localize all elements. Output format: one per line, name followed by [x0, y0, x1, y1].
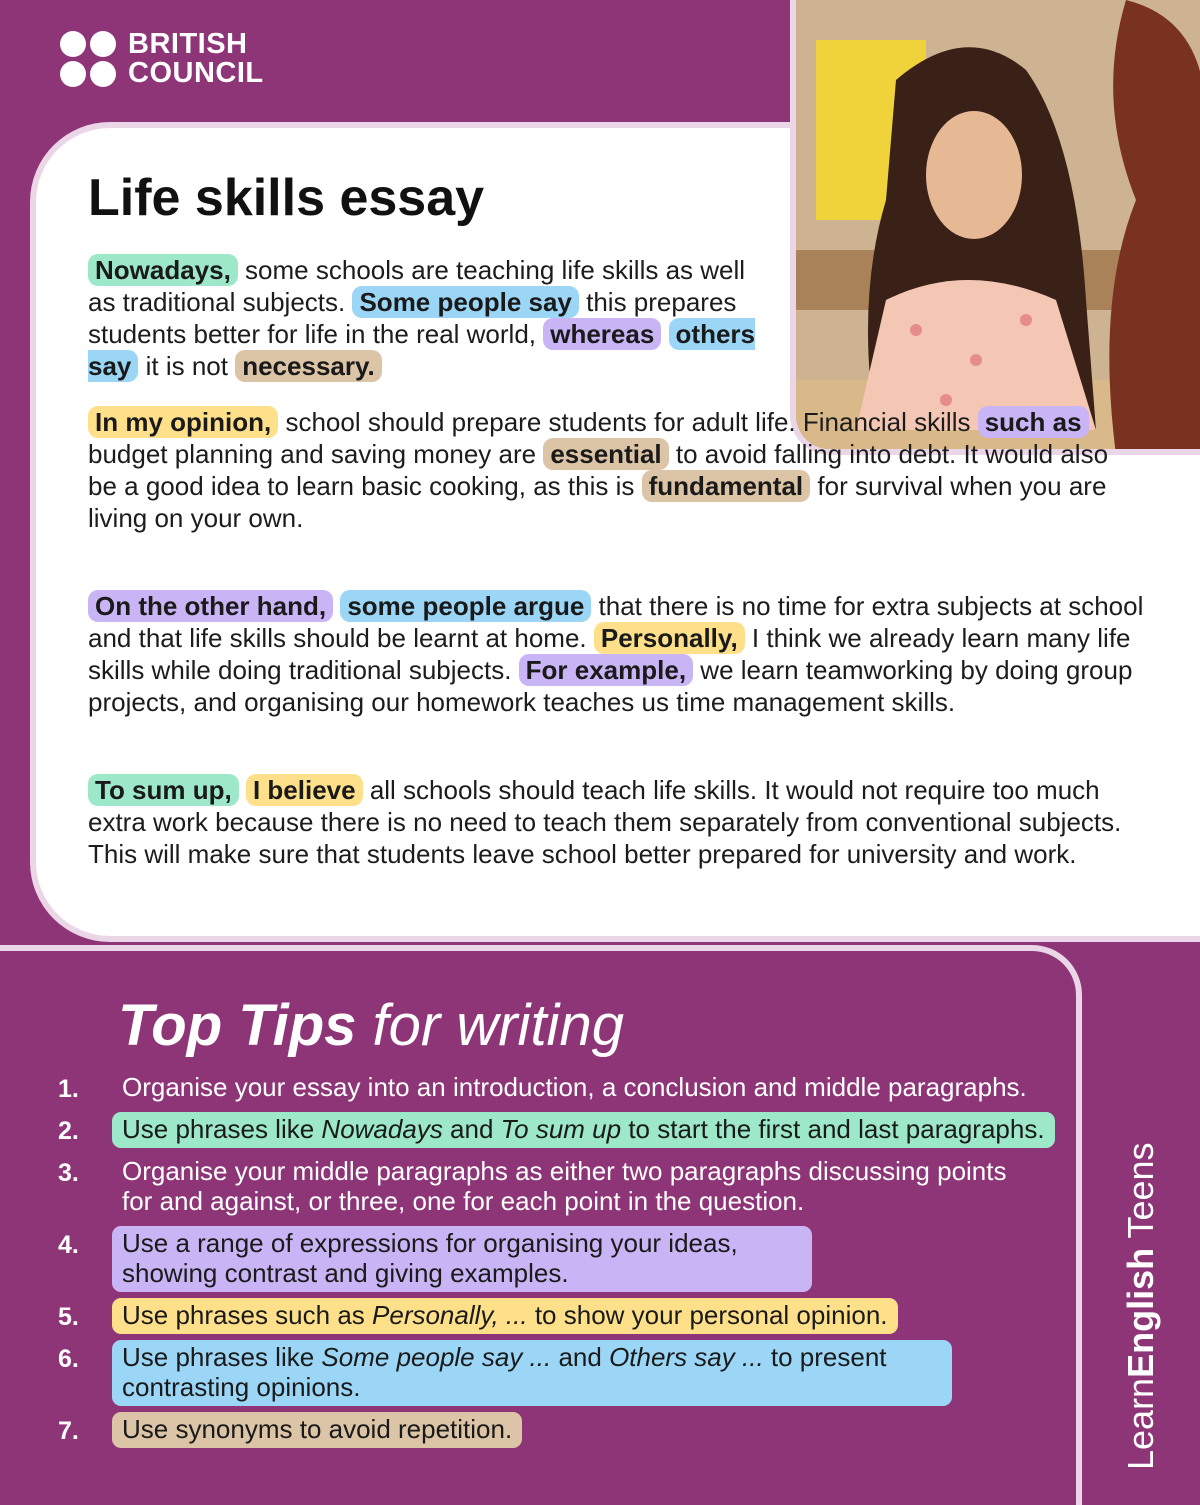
tip-item-3: Organise your middle paragraphs as either two paragraphs discussing points for and against, or three, one for each point in the question.	[122, 1156, 1007, 1216]
phrase-highlight: necessary.	[235, 350, 382, 382]
logo-line-2: COUNCIL	[128, 57, 264, 89]
phrase-highlight: others say	[88, 319, 756, 381]
logo-dots-icon	[60, 31, 116, 87]
phrase-highlight: Some people say	[352, 286, 578, 318]
phrase-highlight: whereas	[543, 318, 661, 350]
student-photo	[790, 0, 1200, 455]
tip-item-1: Organise your essay into an introduction, a conclusion and middle paragraphs.	[122, 1072, 1027, 1102]
tip-number: 2.	[58, 1117, 79, 1145]
phrase-highlight: such as	[978, 406, 1089, 438]
tip-number: 3.	[58, 1159, 79, 1187]
phrase-highlight: For example,	[519, 654, 693, 686]
essay-paragraph-2: In my opinion, school should prepare students for adult life. Financial skills such as budget planning and saving money are essential to avoid falling into debt. It would also be a good idea to learn basic cooking, as this is fundamental for survival when you are living on your own.	[88, 407, 1109, 533]
phrase-highlight: fundamental	[642, 470, 811, 502]
tip-number: 7.	[58, 1417, 79, 1445]
essay-paragraph-3: On the other hand, some people argue that there is no time for extra subjects at school and that life skills should be learnt at home. Personally, I think we already learn many life skills while doing traditional subjects. For example, we learn teamworking by doing group projects, and organising our homework teaches us time management skills.	[88, 591, 1144, 717]
phrase-highlight: essential	[543, 438, 668, 470]
tip-item-6: Use phrases like Some people say ... and Others say ... to present contrasting opinions.	[112, 1340, 952, 1406]
student-photo-illustration	[796, 0, 1200, 455]
phrase-highlight: some people argue	[340, 590, 591, 622]
essay-paragraph-4: To sum up, I believe all schools should teach life skills. It would not require too much extra work because there is no need to teach them separately from conventional subjects. This will make sure that students leave school better prepared for university and work.	[88, 775, 1122, 869]
tip-number: 6.	[58, 1345, 79, 1373]
tip-item-5: Use phrases such as Personally, ... to show your personal opinion.	[112, 1298, 898, 1334]
tip-number: 1.	[58, 1075, 79, 1103]
phrase-highlight: Personally,	[594, 622, 745, 654]
tip-number: 4.	[58, 1231, 79, 1259]
logo-line-1: BRITISH	[128, 28, 248, 60]
essay-title: Life skills essay	[88, 169, 485, 227]
phrase-highlight: On the other hand,	[88, 590, 333, 622]
phrase-highlight: Nowadays,	[88, 254, 238, 286]
phrase-highlight: I believe	[246, 774, 363, 806]
essay-paragraph-1: Nowadays, some schools are teaching life skills as well as traditional subjects. Some people say this prepares students better for life in the real world, whereas others say it is not necessary.	[88, 255, 756, 381]
learnenglish-teens-brand: LearnEnglish Teens	[1120, 1142, 1161, 1470]
phrase-highlight: To sum up,	[88, 774, 239, 806]
tip-number: 5.	[58, 1303, 79, 1331]
tip-item-2: Use phrases like Nowadays and To sum up to start the first and last paragraphs.	[112, 1112, 1055, 1148]
tip-item-7: Use synonyms to avoid repetition.	[112, 1412, 522, 1448]
tips-title: Top Tips for writing	[118, 993, 624, 1058]
tip-item-4: Use a range of expressions for organising your ideas, showing contrast and giving examples.	[112, 1226, 812, 1292]
phrase-highlight: In my opinion,	[88, 406, 278, 438]
british-council-logo	[60, 30, 264, 88]
